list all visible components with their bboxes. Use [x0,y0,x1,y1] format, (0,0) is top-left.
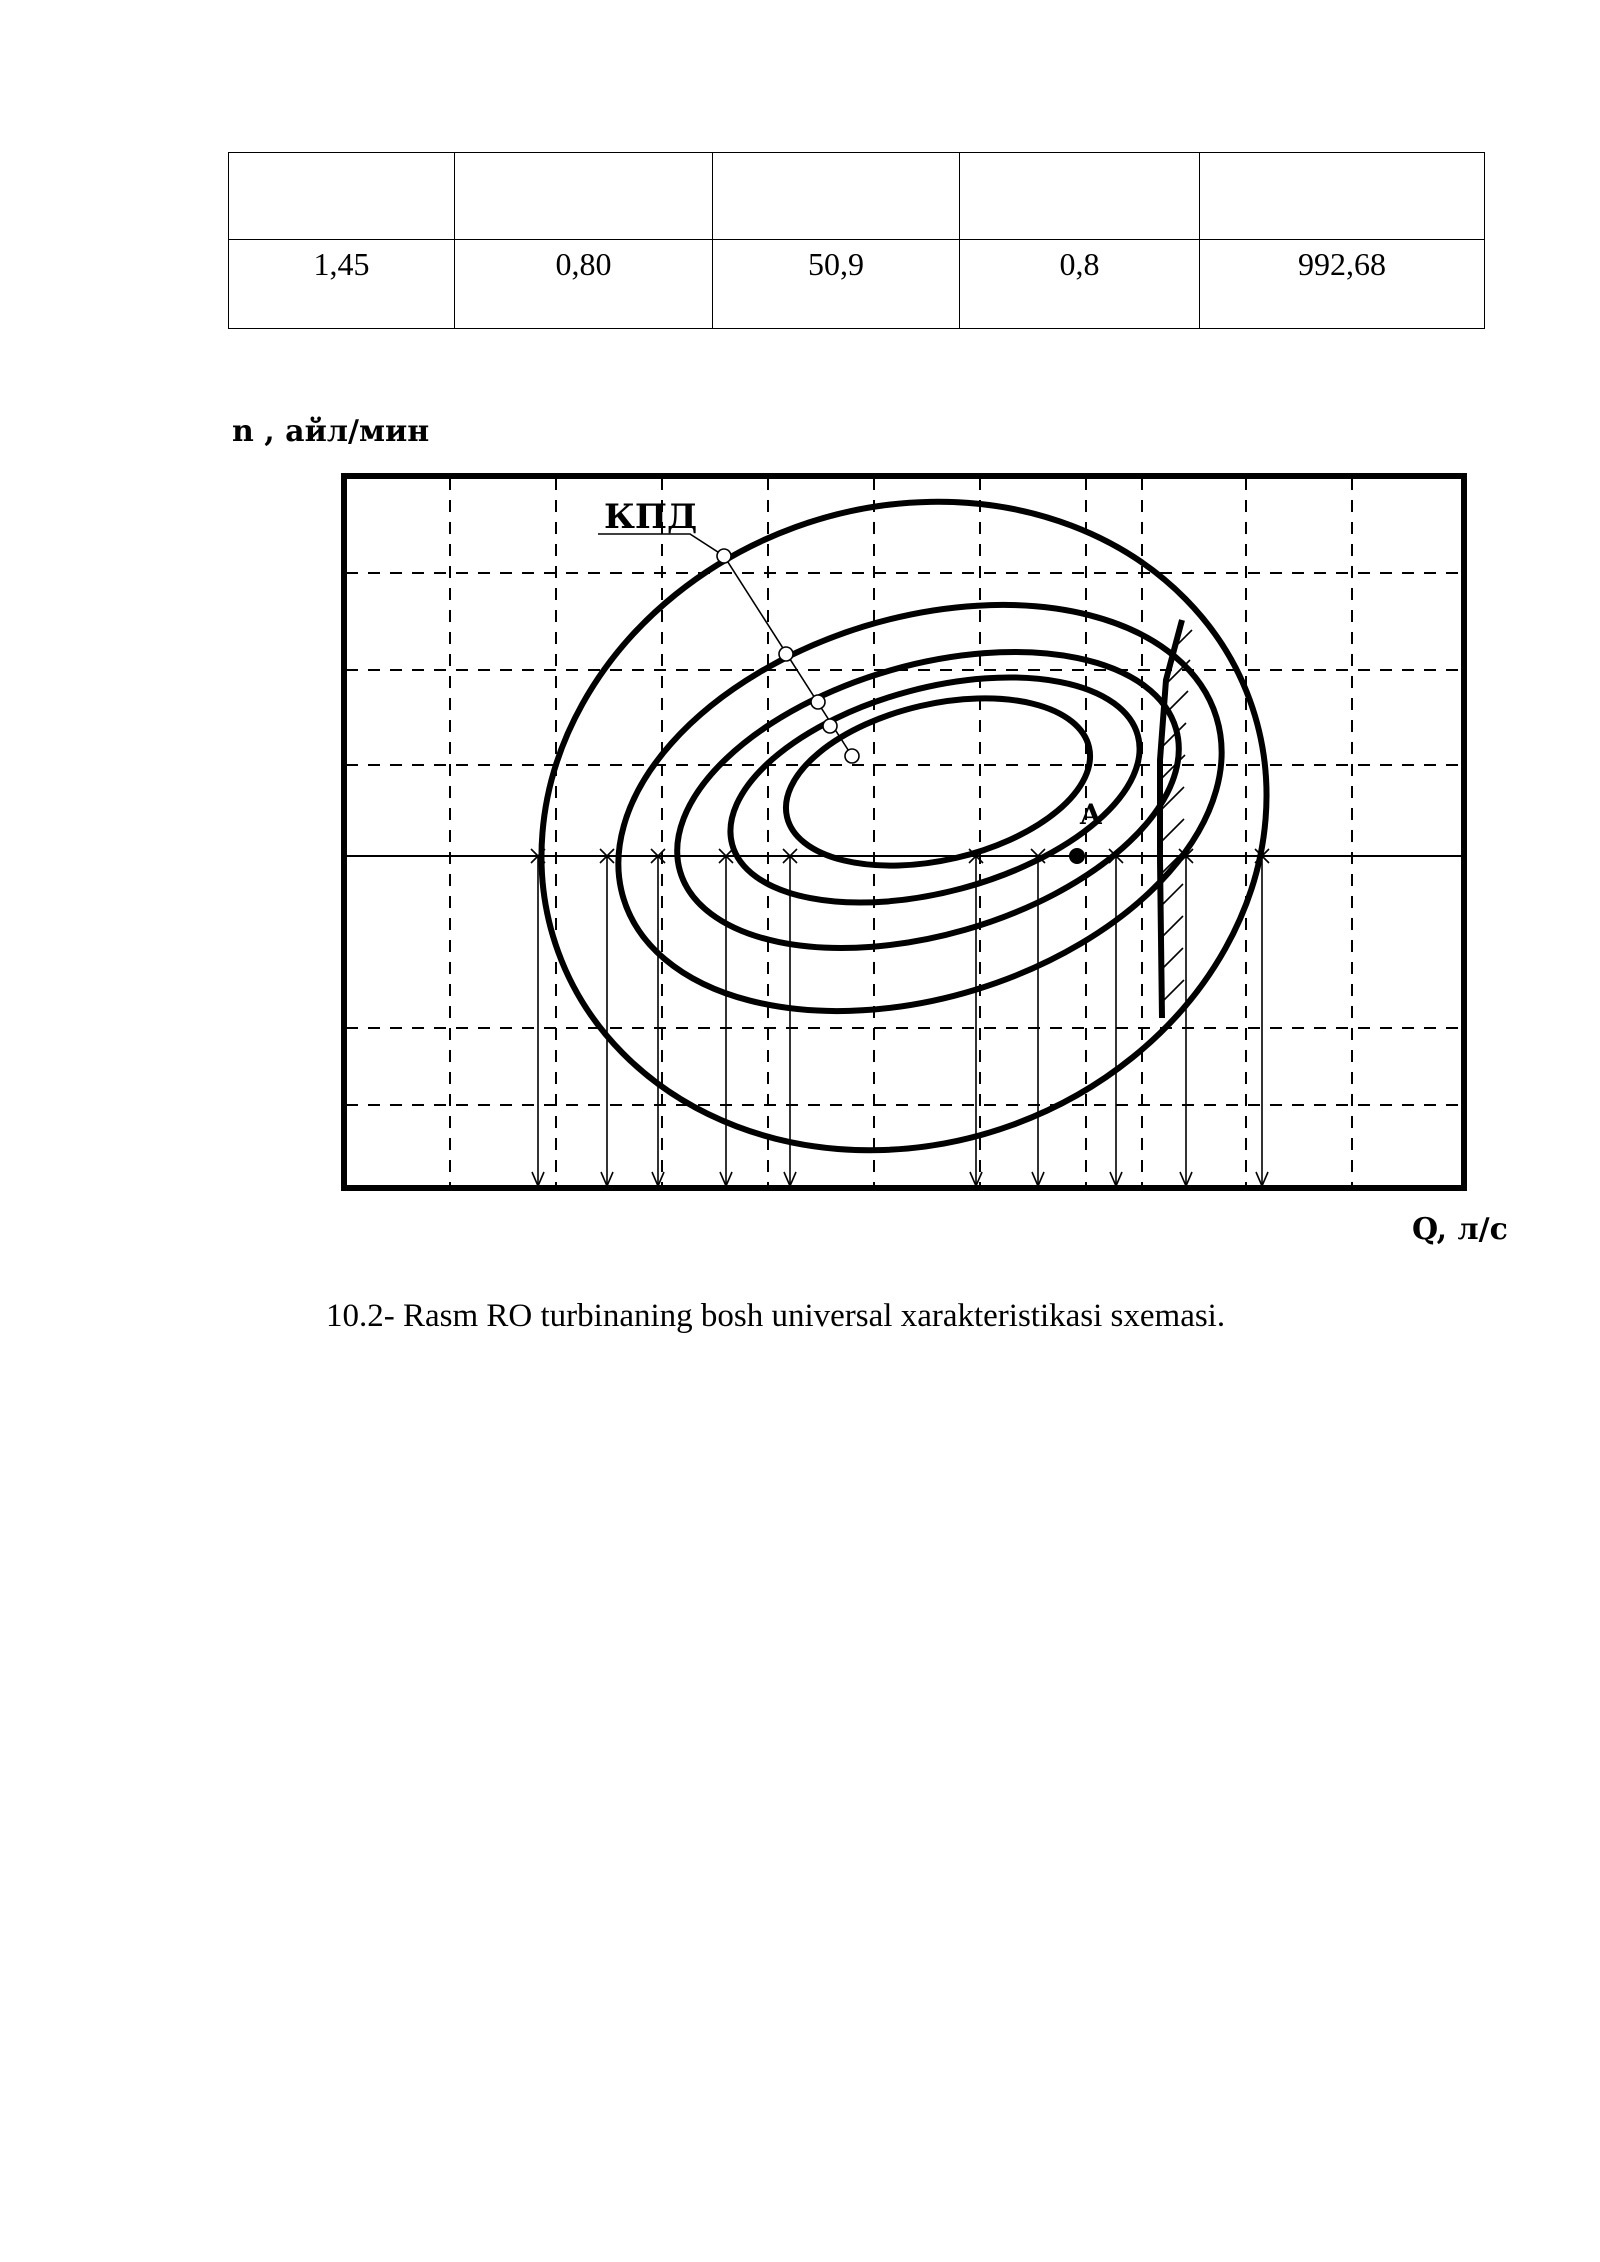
chart-frame [344,476,1464,1188]
table-cell: 50,9 [713,240,960,329]
table-cell: 0,80 [455,240,713,329]
y-axis-label: n , айл/мин [232,414,430,449]
point-label: A [1080,798,1102,831]
operating-point-marker [1069,848,1085,864]
table-cell: 1,45 [229,240,455,329]
limit-line [1160,620,1192,1018]
contour-3 [643,599,1213,1001]
table-cell: 992,68 [1200,240,1485,329]
figure-caption: 10.2- Rasm RO turbinaning bosh universal xarakteristikasi sxemasi. [326,1298,1226,1334]
x-axis-label: Q, л/с [1412,1212,1508,1247]
efficiency-label: КПД [604,497,698,537]
contour-4 [706,637,1164,943]
efficiency-contours [449,401,1358,1250]
contour-outer [449,401,1358,1250]
grid [346,478,1462,1186]
table-cell: 0,8 [960,240,1200,329]
